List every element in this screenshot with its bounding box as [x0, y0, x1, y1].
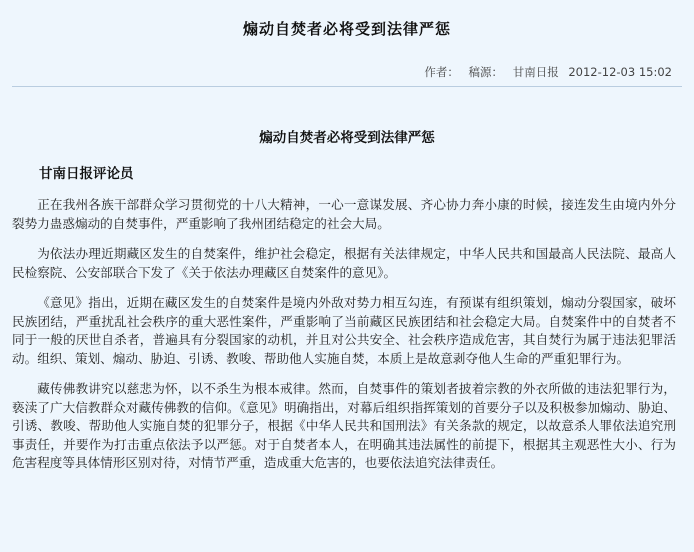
paragraph-1: 正在我州各族干部群众学习贯彻党的十八大精神，一心一意谋发展、齐心协力奔小康的时候，接连发生由境内外分裂势力蛊惑煽动的自焚事件，严重影响了我州团结稳定的社会大局。	[12, 197, 676, 231]
article-byline: 甘南日报评论员	[39, 166, 134, 182]
article-meta	[418, 64, 672, 80]
paragraph-4: 藏传佛教讲究以慈悲为怀，以不杀生为根本戒律。然而，自焚事件的策划者披着宗教的外衣所做的违法犯罪行为，亵渎了广大信教群众对藏传佛教的信仰。《意见》明确指出，对幕后组织指挥策划的首要分子以及积极参加煽动、胁迫、引诱、教唆、帮助他人实施自焚的犯罪分子，根据《中华人民共和国刑法》有关条款的规定，以故意杀人罪依法追究刑事责任，并要作为打击重点依法予以严惩。对于自焚者本人，在明确其违法属性的前提下，根据其主观恶性大小、行为危害程度等具体情形区别对待，对情节严重，造成重大危害的，也要依法追究法律责任。	[12, 381, 676, 470]
page-title: 煽动自焚者必将受到法律严惩	[242, 20, 451, 38]
header-divider	[12, 86, 682, 87]
source-label: 稿源：	[468, 65, 504, 79]
paragraph-2: 为依法办理近期藏区发生的自焚案件，维护社会稳定，根据有关法律规定，中华人民共和国最高人民法院、最高人民检察院、公安部联合下发了《关于依法办理藏区自焚案件的意见》。	[12, 246, 676, 280]
article-title: 煽动自焚者必将受到法律严惩	[259, 130, 435, 146]
publisher-name: 甘南日报	[512, 65, 559, 79]
author-label: 作者：	[424, 65, 459, 79]
paragraph-3: 《意见》指出，近期在藏区发生的自焚案件是境内外敌对势力相互勾连，有预谋有组织策划，煽动分裂国家，破坏民族团结，严重扰乱社会秩序的重大恶性案件，严重影响了当前藏区民族团结和社会稳定大局。自焚案件中的自焚者不同于一般的厌世自杀者，普遍具有分裂国家的动机，并且对公共安全、社会秩序造成危害，其自焚行为属于违法犯罪活动。组织、策划、煽动、胁迫、引诱、教唆、帮助他人实施自焚，本质上是故意剥夺他人生命的严重犯罪行为。	[12, 295, 676, 366]
publish-datetime: 2012-12-03 15:02	[568, 65, 672, 79]
article-body	[12, 196, 676, 485]
